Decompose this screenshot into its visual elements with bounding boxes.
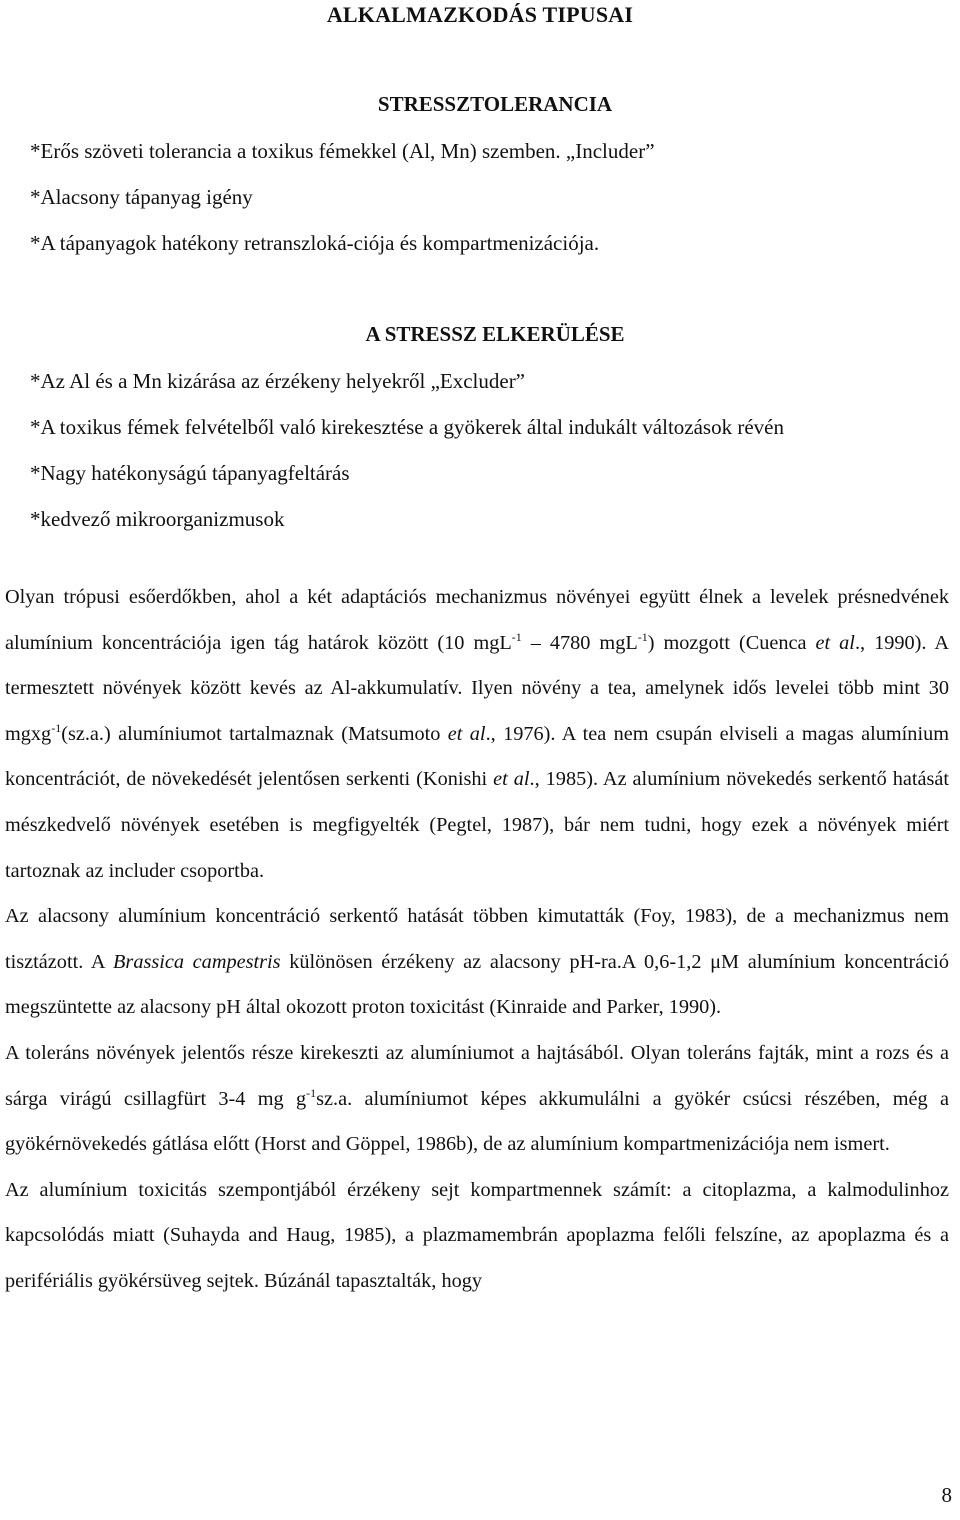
paragraph-4 (5, 1168, 949, 1305)
section-heading-stresstolerance: STRESSZTOLERANCIA (377, 92, 613, 116)
list-item: *A toxikus fémek felvételből való kirekesztése a gyökerek által indukált változások révén (30, 415, 784, 439)
italic-species-name: Brassica campestris (113, 950, 281, 973)
text-run: Az alumínium toxicitás szempontjából érzékeny sejt kompartmennek számít: a citoplazma, a kalmodulinhoz kapcsolódás miatt (Suhayda and Haug, 1985), a plazmamembrán apoplazma felőli felszíne, az apoplazma és a perifériális gyökérsüveg sejtek. Búzánál tapasztalták, hogy (5, 1178, 949, 1292)
text-run: különösen érzékeny az alacsony pH-ra.A 0,6-1,2 μM alumínium koncentráció megszüntette az alacsony pH által okozott proton toxicitást (Kinraide and Parker, 1990). (5, 950, 949, 1019)
superscript: -1 (511, 629, 522, 644)
text-run: ., 1976). A tea nem csupán elviseli a magas alumínium koncentrációt, de növekedését jelentősen serkenti (Konishi (5, 722, 949, 791)
text-run: ., 1985). Az alumínium növekedés serkentő hatását mészkedvelő növények esetében is megfigyelték (Pegtel, 1987), bár nem tudni, hogy ezek a növények miért tartoznak az includer csoportba. (5, 768, 950, 882)
list-item: *kedvező mikroorganizmusok (30, 507, 285, 531)
superscript: -1 (306, 1085, 317, 1100)
text-run: ., 1990). A termesztett növények között kevés az Al-akkumulatív. Ilyen növény a tea, amelynek idős levelei több mint 30 mgxg (5, 631, 949, 745)
list-item: *Nagy hatékonyságú tápanyagfeltárás (30, 461, 350, 485)
paragraph-1 (5, 575, 949, 894)
page-title: ALKALMAZKODÁS TIPUSAI (326, 2, 634, 27)
list-item: *Alacsony tápanyag igény (30, 185, 253, 209)
italic-citation: et al (493, 768, 530, 791)
superscript: -1 (637, 629, 648, 644)
text-run: Az alacsony alumínium koncentráció serkentő hatását többen kimutatták (Foy, 1983), de a mechanizmus nem tisztázott. A (5, 905, 949, 973)
text-run: – 4780 mgL (521, 631, 638, 654)
list-item: *Az Al és a Mn kizárása az érzékeny helyekről „Excluder” (30, 369, 526, 393)
body-text (5, 575, 949, 1305)
text-run: (sz.a.) alumíniumot tartalmaznak (Matsumoto (61, 722, 448, 745)
list-item: *A tápanyagok hatékony retranszloká-ciója és kompartmenizációja. (30, 231, 600, 255)
list-item: *Erős szöveti tolerancia a toxikus fémekkel (Al, Mn) szemben. „Includer” (30, 139, 655, 163)
italic-citation: et al (447, 722, 486, 745)
paragraph-3 (5, 1031, 949, 1168)
italic-citation: et al (815, 631, 855, 654)
page-number: 8 (941, 1483, 952, 1507)
text-run: A toleráns növények jelentős része kirekeszti az alumíniumot a hajtásából. Olyan toleráns fajták, mint a rozs és a sárga virágú csillagfürt 3-4 mg g (5, 1041, 949, 1110)
text-run: ) mozgott (Cuenca (647, 631, 816, 654)
text-run: sz.a. alumíniumot képes akkumulálni a gyökér csúcsi részében, még a gyökérnövekedés gátlása előtt (Horst and Göppel, 1986b), de az alumínium kompartmenizációja nem ismert. (5, 1087, 950, 1156)
text-run: Olyan trópusi esőerdőkben, ahol a két adaptációs mechanizmus növényei együtt élnek a levelek présnedvének alumínium koncentrációja igen tág határok között (10 mgL (5, 586, 949, 654)
section-heading-stress-avoidance: A STRESSZ ELKERÜLÉSE (365, 322, 625, 346)
paragraph-2 (5, 894, 949, 1031)
superscript: -1 (51, 721, 62, 736)
